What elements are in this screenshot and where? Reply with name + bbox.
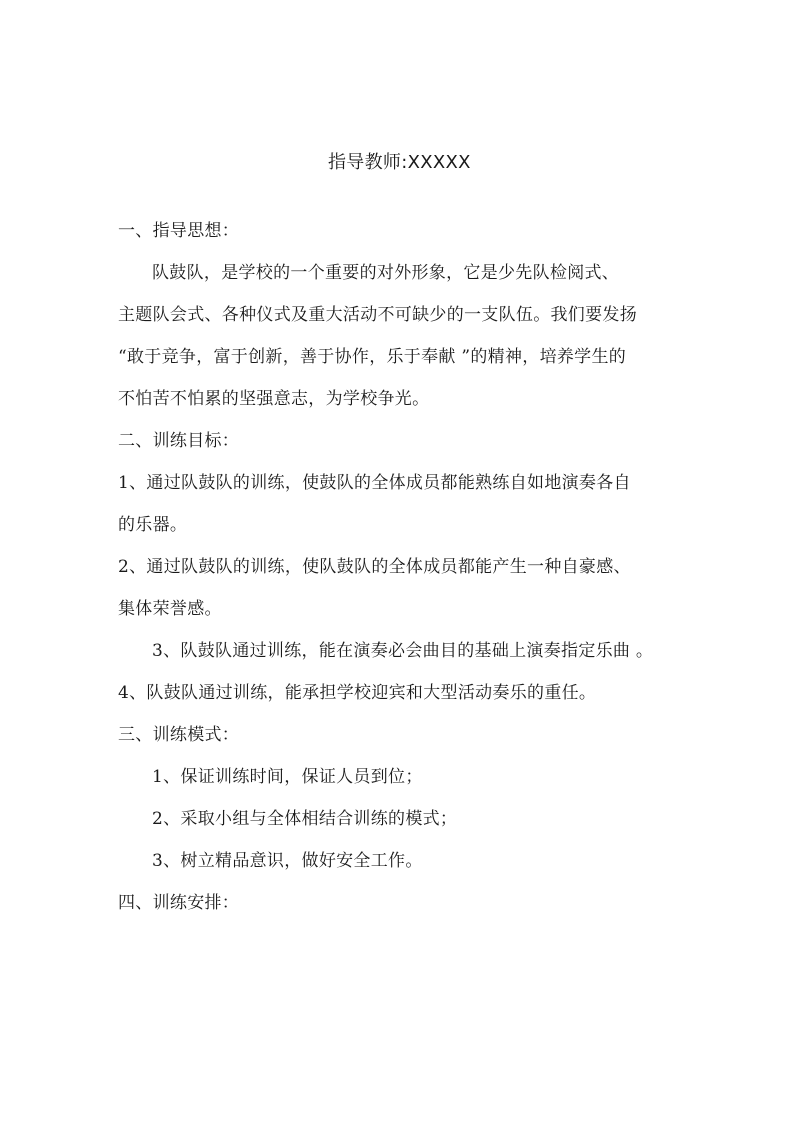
list-item-goal-4: 4、队鼓队通过训练，能承担学校迎宾和大型活动奏乐的重任。 [118,683,597,703]
paragraph-line: 队鼓队，是学校的一个重要的对外形象，它是少先队检阅式、 [152,263,620,283]
list-item-goal-3: 3、队鼓队通过训练，能在演奏必会曲目的基础上演奏指定乐曲 。 [152,641,654,661]
paragraph-line: 不怕苦不怕累的坚强意志，为学校争光。 [118,389,430,409]
list-item-goal-2-continued: 集体荣誉感。 [118,599,222,619]
list-item-mode-1: 1、保证训练时间，保证人员到位； [152,767,423,787]
section-heading-training-mode: 三、训练模式： [118,725,240,745]
list-item-goal-2: 2、通过队鼓队的训练，使队鼓队的全体成员都能产生一种自豪感、 [118,557,631,577]
list-item-goal-1-continued: 的乐器。 [118,515,188,535]
paragraph-line: “敢于竞争，富于创新，善于协作，乐于奉献 ”的精神，培养学生的 [118,347,627,367]
section-heading-training-goals: 二、训练目标： [118,431,240,451]
list-item-goal-1: 1、通过队鼓队的训练，使鼓队的全体成员都能熟练自如地演奏各自 [118,473,631,493]
list-item-mode-3: 3、树立精品意识，做好安全工作。 [152,851,423,871]
document-title: 指导教师:XXXXX [328,152,471,173]
paragraph-line: 主题队会式、各种仪式及重大活动不可缺少的一支队伍。我们要发扬 [118,305,637,325]
list-item-mode-2: 2、采取小组与全体相结合训练的模式； [152,809,458,829]
section-heading-training-schedule: 四、训练安排： [118,893,240,913]
section-heading-guiding-thought: 一、指导思想： [118,221,240,241]
